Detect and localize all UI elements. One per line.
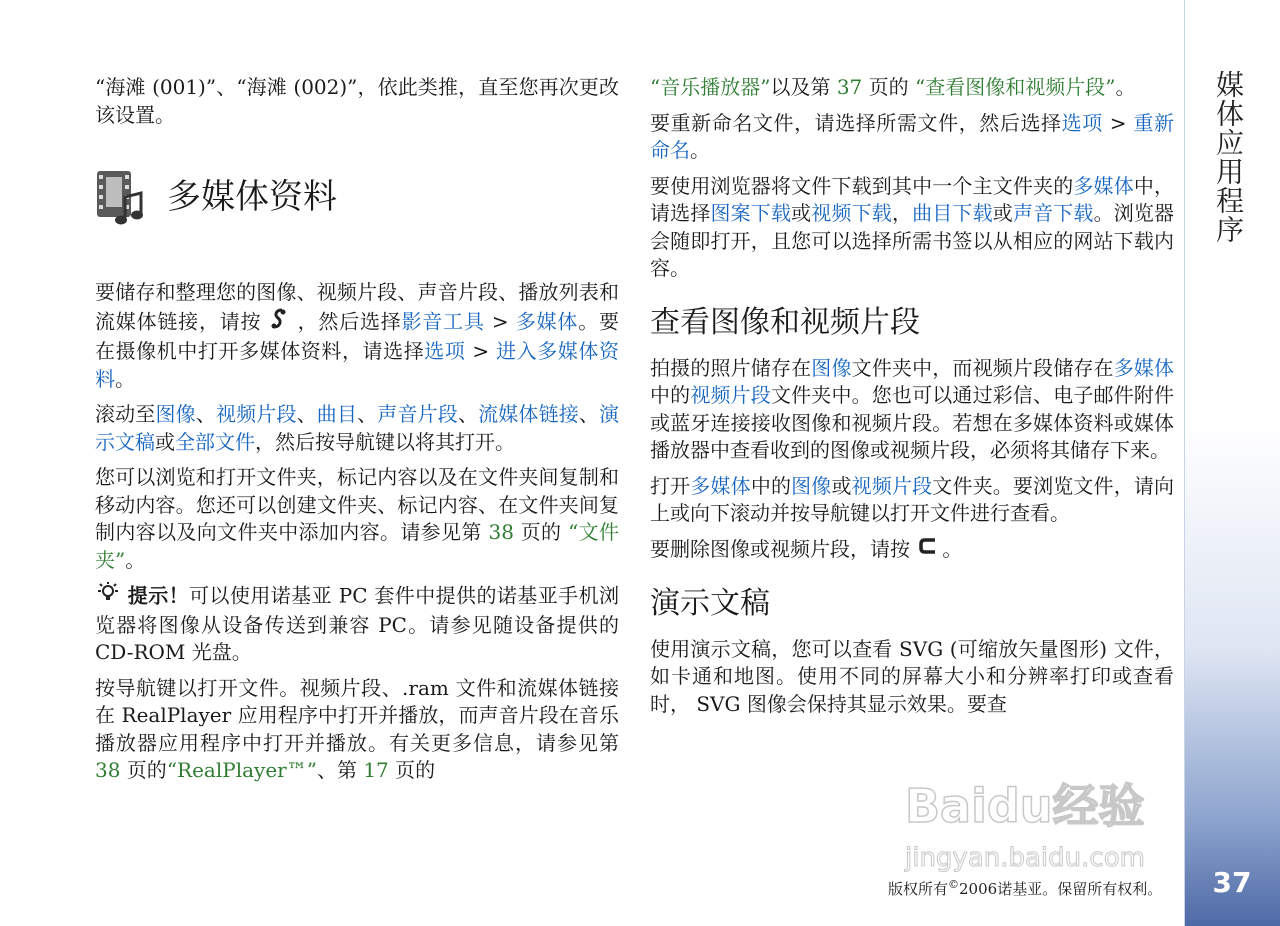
paragraph-gallery-open: 要储存和整理您的图像、视频片段、声音片段、播放列表和流媒体链接，请按 ，然后选择影音工具 > 多媒体。要在摄像机中打开多媒体资料，请选择选项 > 进入多媒体资料。 [95, 280, 620, 391]
left-column [95, 74, 619, 793]
page-ref-38b: 38 [95, 758, 121, 782]
section-title-gallery: 多媒体资料 [167, 177, 337, 217]
link-all-files[interactable]: 全部文件 [175, 429, 255, 454]
link-gallery-2[interactable]: 多媒体 [690, 473, 751, 498]
page-number: 37 [1212, 866, 1252, 899]
paragraph-delete: 要删除图像或视频片段，请按 。 [650, 536, 1174, 564]
paragraph-images-stored: 拍摄的照片储存在图像文件夹中，而视频片段储存在多媒体中的视频片段文件夹中。您也可以通过彩信、电子邮件附件或蓝牙连接接收图像和视频片段。若想在多媒体资料或媒体播放器中查看收到的图像或视频片段，必须将其储存下来。 [650, 355, 1175, 462]
xref-folders[interactable]: “文件夹” [95, 520, 619, 572]
link-presentations[interactable]: 演示文稿 [95, 402, 620, 454]
link-sound-clips[interactable]: 声音片段 [377, 402, 458, 426]
link-streaming-links[interactable]: 流媒体链接 [478, 402, 579, 426]
gallery-icon [95, 167, 149, 227]
link-video-clips[interactable]: 视频片段 [215, 402, 297, 426]
link-options[interactable]: 选项 [424, 339, 466, 363]
link-gallery[interactable]: 多媒体 [515, 308, 579, 333]
watermark-brand: Baidu经验 [905, 779, 1145, 833]
heading-presentations: 演示文稿 [650, 585, 770, 621]
link-video-downloads[interactable]: 视频下载 [811, 201, 892, 225]
paragraph-presentations: 使用演示文稿，您可以查看 SVG (可缩放矢量图形) 文件，如卡通和地图。使用不同的屏幕大小和分辨率打印或查看时， SVG 图像会保持其显示效果。要查 [650, 636, 1174, 716]
copyright-symbol: © [948, 878, 960, 891]
link-tracks[interactable]: 曲目 [316, 402, 358, 426]
paragraph-folders: 您可以浏览和打开文件夹，标记内容以及在文件夹间复制和移动内容。您还可以创建文件夹、标记内容、在文件夹间复制内容以及向文件夹中添加内容。请参见第 38 页的 “文件夹”。 [95, 465, 619, 572]
link-images-2[interactable]: 图像 [791, 473, 832, 498]
right-column [650, 74, 1174, 726]
paragraph-continued: “音乐播放器”以及第 37 页的 “查看图像和视频片段”。 [650, 75, 1136, 99]
link-video-clips-2[interactable]: 视频片段 [851, 473, 933, 498]
baidu-watermark [885, 770, 1185, 880]
section-header-gallery [95, 167, 619, 227]
link-gallery-folder[interactable]: 多媒体 [1113, 355, 1175, 380]
paragraph-rename: 要重新命名文件，请选择所需文件，然后选择选项 > 重新命名。 [650, 110, 1175, 162]
paragraph-intro: “海滩 (001)”、“海滩 (002)”，依此类推，直至您再次更改该设置。 [95, 75, 619, 127]
tip-text: 可以使用诺基亚 PC 套件中提供的诺基亚手机浏览器将图像从设备传送到兼容 PC。请参见随设备提供的 CD-ROM 光盘。 [95, 583, 620, 664]
page-footer: 版权所有©2006诺基亚。保留所有权利。 [888, 878, 1163, 898]
paragraph-scroll-to: 滚动至图像、视频片段、曲目、声音片段、流媒体链接、演示文稿或全部文件，然后按导航键以将其打开。 [95, 402, 620, 454]
xref-view-images[interactable]: “查看图像和视频片段” [914, 75, 1116, 99]
paragraph-open-file: 按导航键以打开文件。视频片段、.ram 文件和流媒体链接在 RealPlayer 应用程序中打开并播放，而声音片段在音乐播放器应用程序中打开并播放。有关更多信息，请参见第 38 页的“RealPlayer™”、第 17 页的 [95, 675, 619, 782]
heading-view-images: 查看图像和视频片段 [650, 304, 920, 340]
watermark-url: jingyan.baidu.com [905, 843, 1145, 873]
paragraph-download: 要使用浏览器将文件下载到其中一个主文件夹的多媒体中，请选择图案下载或视频下载，曲目下载或声音下载。浏览器会随即打开，且您可以选择所需书签以从相应的网站下载内容。 [650, 173, 1175, 280]
clear-key-icon [916, 536, 942, 564]
link-graphic-downloads[interactable]: 图案下载 [710, 201, 792, 225]
link-track-downloads[interactable]: 曲目下载 [912, 201, 993, 225]
page-ref-37: 37 [836, 75, 863, 99]
lightbulb-icon [95, 582, 121, 612]
xref-realplayer[interactable]: “RealPlayer™” [166, 758, 317, 782]
page-ref-17: 17 [363, 758, 389, 782]
paragraph-browse-files: 打开多媒体中的图像或视频片段文件夹。要浏览文件，请向上或向下滚动并按导航键以打开文件进行查看。 [650, 473, 1175, 525]
link-images[interactable]: 图像 [155, 402, 196, 426]
tip-label: 提示！ [127, 583, 190, 608]
link-go-to-gallery[interactable]: 进入多媒体资料 [95, 339, 620, 391]
link-media-tools[interactable]: 影音工具 [401, 308, 485, 333]
page-ref-38: 38 [488, 520, 514, 544]
link-images-folder[interactable]: 图像 [811, 355, 852, 380]
tip-paragraph [95, 582, 619, 667]
chapter-title: 媒体应用程序 [1212, 70, 1245, 244]
link-gallery-download[interactable]: 多媒体 [1073, 173, 1134, 198]
link-rename[interactable]: 重新命名 [650, 110, 1175, 162]
menu-key-icon [268, 307, 290, 339]
link-sound-downloads[interactable]: 声音下载 [1012, 201, 1094, 225]
link-video-folder[interactable]: 视频片段 [690, 383, 771, 407]
link-options-rename[interactable]: 选项 [1061, 110, 1103, 135]
xref-music-player[interactable]: “音乐播放器” [650, 75, 771, 99]
